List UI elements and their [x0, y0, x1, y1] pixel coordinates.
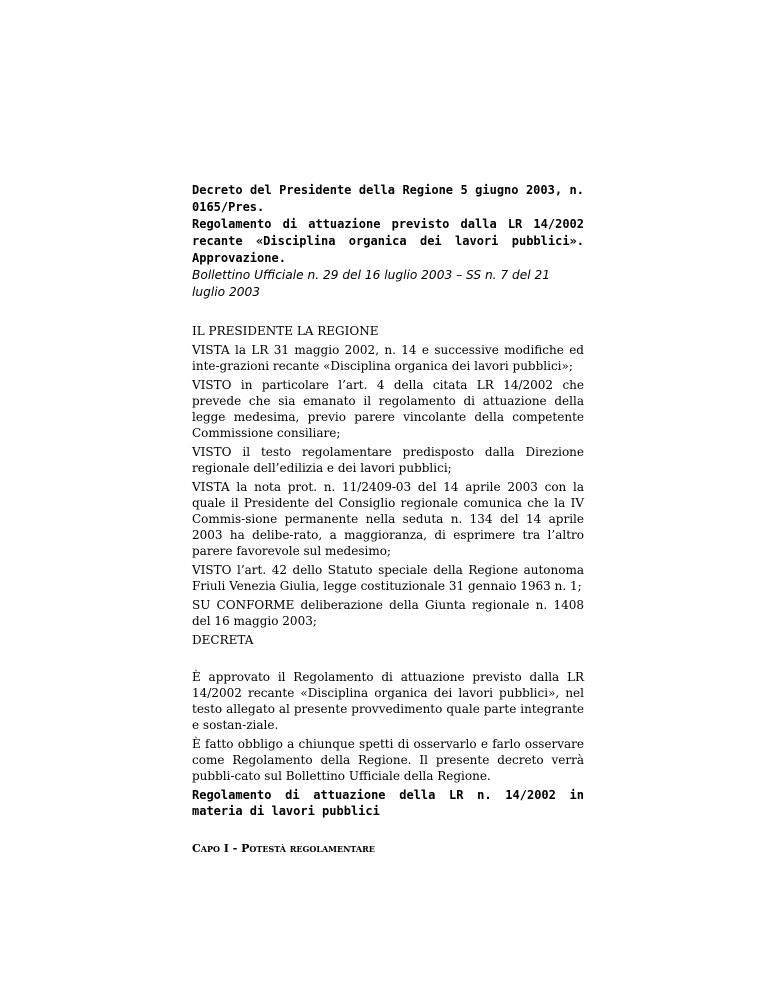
decree-title: Decreto del Presidente della Regione 5 giugno 2003, n. 0165/Pres.: [192, 183, 584, 214]
decree-article: È fatto obbligo a chiunque spetti di osservarlo e farlo osservare come Regolamento della Regione. Il presente decreto verrà pubbli-cato sul Bollettino Ufficiale della Regione.: [192, 737, 584, 783]
preamble-paragraph: VISTO l’art. 42 dello Statuto speciale della Regione autonoma Friuli Venezia Giulia, legge costituzionale 31 gennaio 1963 n. 1;: [192, 563, 584, 593]
preamble-paragraph: VISTO in particolare l’art. 4 della citata LR 14/2002 che prevede che sia emanato il regolamento di attuazione della legge medesima, previo parere vincolante della competente Commissione consiliare;: [192, 378, 584, 440]
decree-article: È approvato il Regolamento di attuazione previsto dalla LR 14/2002 recante «Disciplina organica dei lavori pubblici», nel testo allegato al presente provvedimento quale parte integrante e sostan-ziale.: [192, 670, 584, 732]
section-gap: [192, 651, 584, 669]
preamble-paragraph: SU CONFORME deliberazione della Giunta regionale n. 1408 del 16 maggio 2003;: [192, 598, 584, 628]
preamble-paragraph: VISTA la LR 31 maggio 2002, n. 14 e successive modifiche ed inte-grazioni recante «Disciplina organica dei lavori pubblici»;: [192, 343, 584, 373]
preamble-paragraph: VISTA la nota prot. n. 11/2409-03 del 14 aprile 2003 con la quale il Presidente del Consiglio regionale comunica che la IV Commis-sione permanente nella seduta n. 134 del 14 aprile 2003 ha delibe-rato, a maggioranza, di esprimere tra l’altro parere favorevole sul medesimo;: [192, 480, 584, 558]
preamble-paragraph: VISTO il testo regolamentare predisposto dalla Direzione regionale dell’edilizia e dei lavori pubblici;: [192, 445, 584, 475]
decree-subject: Regolamento di attuazione previsto dalla LR 14/2002 recante «Disciplina organica dei lavori pubblici». Approvazione.: [192, 217, 584, 265]
chapter-heading: Capo I - Potestà regolamentare: [192, 842, 375, 855]
decreta-heading: DECRETA: [192, 633, 254, 647]
preamble-heading: IL PRESIDENTE LA REGIONE: [192, 324, 379, 338]
regulation-title: Regolamento di attuazione della LR n. 14/2002 in materia di lavori pubblici: [192, 788, 584, 818]
document-page: [192, 182, 584, 857]
bulletin-reference: Bollettino Ufficiale n. 29 del 16 luglio 2003 – SS n. 7 del 21 luglio 2003: [192, 268, 551, 299]
